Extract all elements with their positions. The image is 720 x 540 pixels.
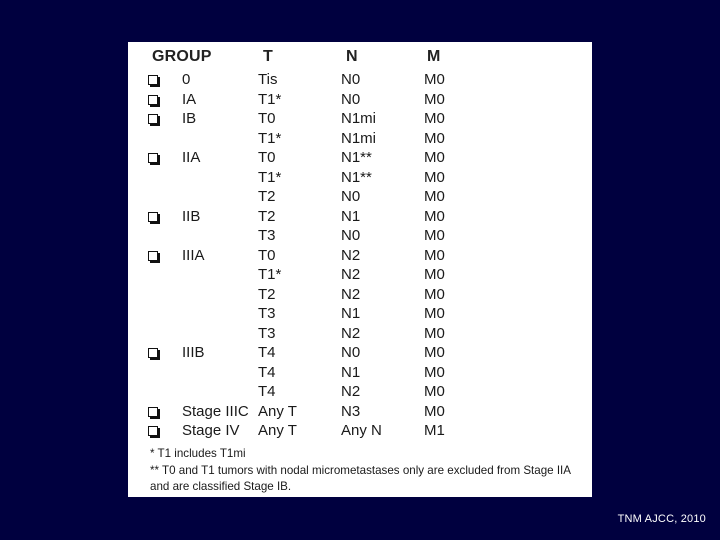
footnote-1: * T1 includes T1mi [150,447,246,460]
t-cell: T1* [258,90,282,108]
t-cell: T4 [258,383,276,400]
header-t: T [263,48,273,65]
table-row [128,109,592,129]
footnote-3: and are classified Stage IB. [150,480,292,493]
header-group: GROUP [152,48,212,65]
footnote-2: ** T0 and T1 tumors with nodal micrometastases only are excluded from Stage IIA [150,464,572,477]
group-cell: IIA [182,149,201,166]
table-row [128,304,592,324]
checkbox-icon [148,348,158,358]
checkbox-icon [148,114,158,124]
group-cell: Stage IIIC [182,402,249,420]
n-cell: N3 [341,402,361,420]
header-m: M [427,48,441,65]
n-cell: N1** [341,149,372,166]
t-cell: T4 [258,363,276,381]
m-cell: M0 [424,149,445,166]
n-cell: N0 [341,188,361,205]
n-cell: N2 [341,324,361,342]
t-cell: T3 [258,324,276,342]
m-cell: M0 [424,402,445,420]
t-cell: T0 [258,149,276,166]
n-cell: N1mi [341,110,377,127]
source-citation: TNM AJCC, 2010 [617,513,706,525]
m-cell: M0 [424,168,445,186]
t-cell: T1* [258,266,282,283]
group-cell: IIB [182,207,201,225]
staging-table-panel [128,42,592,497]
table-row [128,70,592,90]
table-row [128,226,592,246]
table-row [128,246,592,266]
t-cell: T2 [258,285,276,303]
t-cell: T2 [258,188,276,205]
t-cell: T2 [258,207,276,225]
t-cell: Tis [258,71,278,88]
table-row [128,148,592,168]
m-cell: M0 [424,344,445,361]
table-row [128,265,592,285]
table-row [128,285,592,305]
n-cell: N1** [341,168,372,186]
m-cell: M0 [424,227,445,244]
m-cell: M0 [424,285,445,303]
table-row [128,324,592,344]
table-row [128,343,592,363]
m-cell: M0 [424,188,445,205]
n-cell: N0 [341,344,361,361]
t-cell: T0 [258,110,276,127]
n-cell: N1mi [341,129,377,147]
t-cell: T1* [258,129,282,147]
m-cell: M0 [424,266,445,283]
m-cell: M0 [424,90,445,108]
n-cell: N1 [341,363,361,381]
n-cell: N2 [341,285,361,303]
n-cell: Any N [341,422,382,439]
m-cell: M0 [424,71,445,88]
m-cell: M0 [424,207,445,225]
t-cell: T4 [258,344,276,361]
t-cell: T3 [258,227,276,244]
group-cell: IA [182,90,197,108]
n-cell: N1 [341,207,361,225]
table-row [128,421,592,441]
m-cell: M1 [424,422,445,439]
t-cell: T0 [258,246,276,264]
group-cell: IIIA [182,246,205,264]
group-cell: IB [182,110,197,127]
header-n: N [346,48,358,65]
n-cell: N2 [341,246,361,264]
n-cell: N0 [341,227,361,244]
checkbox-icon [148,75,158,85]
table-row [128,382,592,402]
m-cell: M0 [424,246,445,264]
t-cell: Any T [258,422,297,439]
m-cell: M0 [424,110,445,127]
m-cell: M0 [424,324,445,342]
m-cell: M0 [424,129,445,147]
m-cell: M0 [424,363,445,381]
table-row [128,187,592,207]
t-cell: T1* [258,168,282,186]
group-cell: IIIB [182,344,205,361]
n-cell: N1 [341,305,361,322]
n-cell: N0 [341,90,361,108]
checkbox-icon [148,153,158,163]
n-cell: N2 [341,266,361,283]
table-row [128,207,592,227]
checkbox-icon [148,426,158,436]
table-row [128,168,592,188]
table-row [128,363,592,383]
checkbox-icon [148,407,158,417]
t-cell: T3 [258,305,276,322]
checkbox-icon [148,95,158,105]
n-cell: N0 [341,71,361,88]
checkbox-icon [148,212,158,222]
table-row [128,129,592,149]
m-cell: M0 [424,305,445,322]
group-cell: Stage IV [182,422,240,439]
n-cell: N2 [341,383,361,400]
t-cell: Any T [258,402,297,420]
table-row [128,90,592,110]
m-cell: M0 [424,383,445,400]
checkbox-icon [148,251,158,261]
table-row [128,402,592,422]
group-cell: 0 [182,71,191,88]
